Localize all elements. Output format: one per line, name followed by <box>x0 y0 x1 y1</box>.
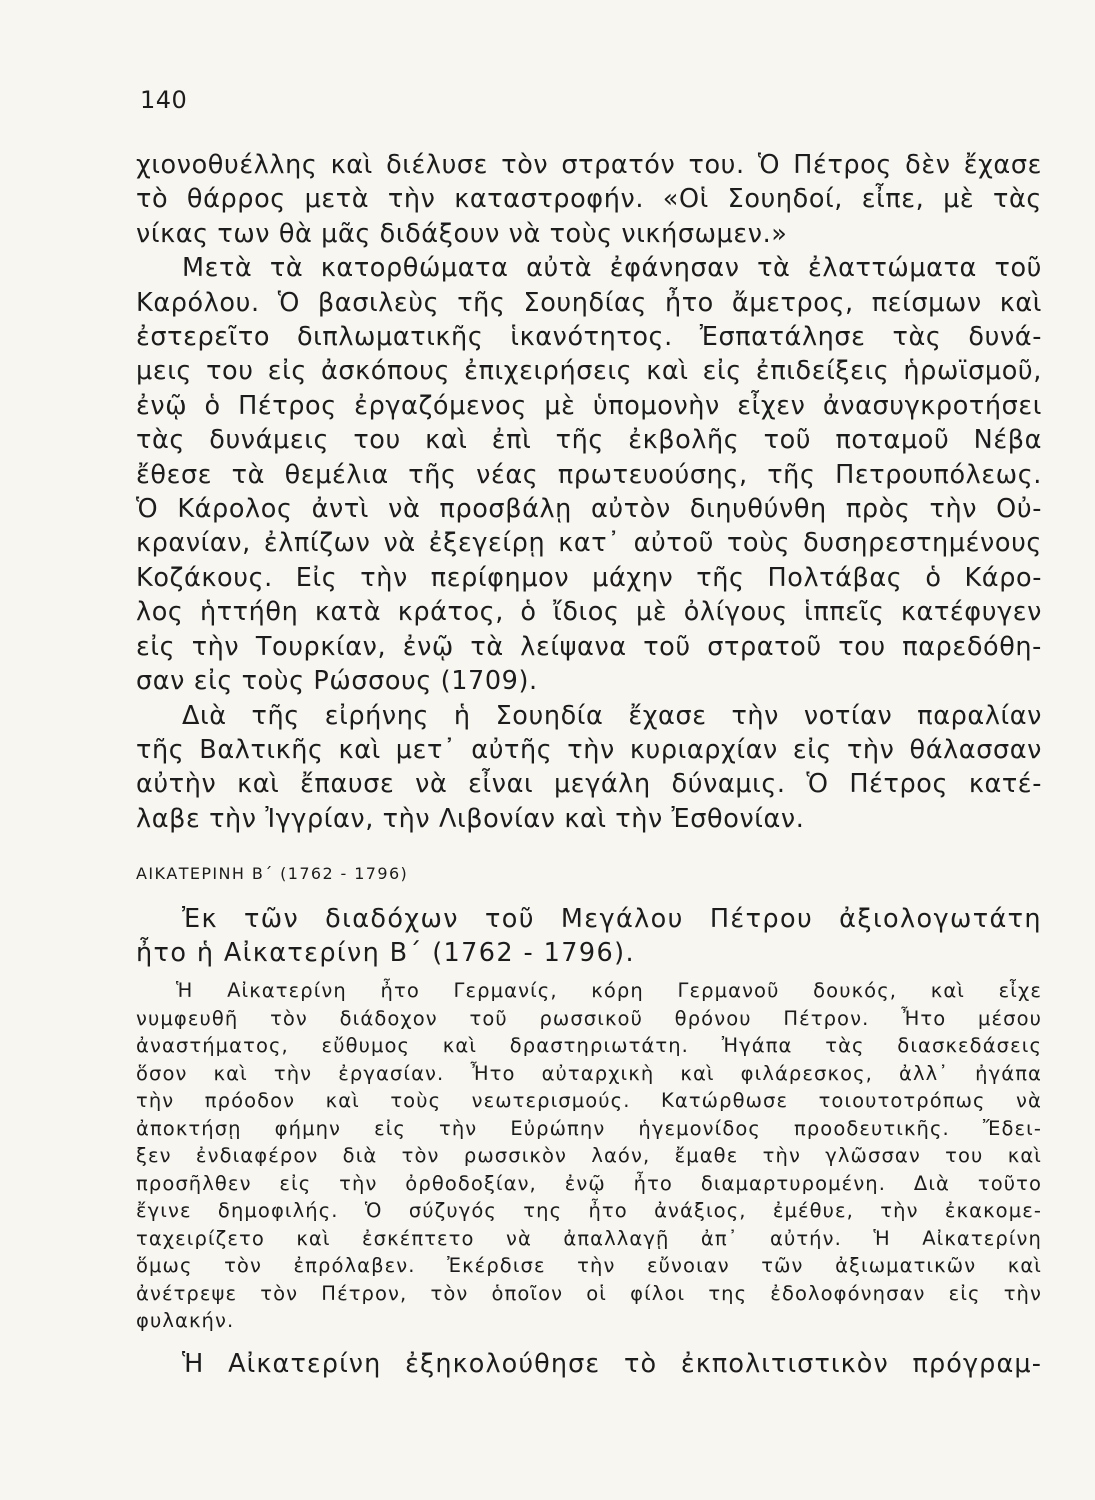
intro-paragraph <box>136 902 1042 971</box>
text-line: χιονοθυέλλης καὶ διέλυσε τὸν στρατόν του. Ὁ Πέτρος δὲν ἔχασε <box>136 150 1042 180</box>
section-heading: ΑΙΚΑΤΕΡΙΝΗ Β΄ (1762 - 1796) <box>136 864 409 883</box>
text-line: σαν εἰς τοὺς Ρώσσους (1709). <box>136 666 538 697</box>
text-line: φυλακήν. <box>136 1309 235 1332</box>
text-line: ἀνέτρεψε τὸν Πέτρον, τὸν ὁποῖον οἱ φίλοι της ἐδολοφόνησαν εἰς τὴν <box>136 1281 1042 1305</box>
text-line: ἐνῷ ὁ Πέτρος ἐργαζόμενος μὲ ὑπομονὴν εἶχεν ἀνασυγκροτήσει <box>136 390 1042 421</box>
text-line: ἔγινε δημοφιλής. Ὁ σύζυγός της ἦτο ἀνάξιος, ἐμέθυε, τὴν ἐκακομε- <box>136 1199 1042 1222</box>
text-line: Μετὰ τὰ κατορθώματα αὐτὰ ἐφάνησαν τὰ ἐλαττώματα τοῦ <box>182 253 1042 284</box>
text-line: Διὰ τῆς εἰρήνης ἡ Σουηδία ἔχασε τὴν νοτίαν παραλίαν <box>182 700 1042 731</box>
text-line: ὅσον καὶ τὴν ἐργασίαν. Ἦτο αὐταρχικὴ καὶ φιλάρεσκος, ἀλλ᾽ ἠγάπα <box>136 1061 1042 1085</box>
text-line: ἦτο ἡ Αἰκατερίνη Β΄ (1762 - 1796). <box>136 938 636 969</box>
text-line: νυμφευθῆ τὸν διάδοχον τοῦ ρωσσικοῦ θρόνου Πέτρον. Ἦτο μέσου <box>136 1006 1042 1030</box>
small-print-paragraph <box>136 977 1042 1335</box>
closing-paragraph <box>136 1347 1042 1381</box>
text-line: τὴν πρόοδον καὶ τοὺς νεωτερισμούς. Κατώρθωσε τοιουτοτρόπως νὰ <box>136 1089 1042 1112</box>
text-line: τὸ θάρρος μετὰ τὴν καταστροφήν. «Οἱ Σουηδοί, εἶπε, μὲ τὰς <box>136 184 1042 215</box>
text-line: λαβε τὴν Ἰγγρίαν, τὴν Λιβονίαν καὶ τὴν Ἐσθονίαν. <box>136 803 805 834</box>
text-line: μεις του εἰς ἀσκόπους ἐπιχειρήσεις καὶ εἰς ἐπιδείξεις ἡρωϊσμοῦ, <box>136 356 1042 387</box>
text-line: Ὁ Κάρολος ἀντὶ νὰ προσβάλῃ αὐτὸν διηυθύνθη πρὸς τὴν Οὐ- <box>136 494 1042 525</box>
text-line: λος ἡττήθη κατὰ κράτος, ὁ ἴδιος μὲ ὀλίγους ἱππεῖς κατέφυγεν <box>136 597 1042 628</box>
text-line: ταχειρίζετο καὶ ἐσκέπτετο νὰ ἀπαλλαγῇ ἀπ᾽ αὐτήν. Ἡ Αἰκατερίνη <box>136 1226 1042 1250</box>
text-line: εἰς τὴν Τουρκίαν, ἐνῷ τὰ λείψανα τοῦ στρατοῦ του παρεδόθη- <box>136 631 1042 662</box>
text-line: ἀποκτήσῃ φήμην εἰς τὴν Εὐρώπην ἡγεμονίδος προοδευτικῆς. Ἔδει- <box>136 1116 1042 1140</box>
text-line: Καρόλου. Ὁ βασιλεὺς τῆς Σουηδίας ἦτο ἄμετρος, πείσμων καὶ <box>136 287 1042 318</box>
text-line: νίκας των θὰ μᾶς διδάξουν νὰ τοὺς νικήσωμεν.» <box>136 218 788 249</box>
text-line: τὰς δυνάμεις του καὶ ἐπὶ τῆς ἐκβολῆς τοῦ ποταμοῦ Νέβα <box>136 425 1042 456</box>
text-line: Ἡ Αἰκατερίνη ἦτο Γερμανίς, κόρη Γερμανοῦ δουκός, καὶ εἶχε <box>176 979 1042 1002</box>
text-line: ἔθεσε τὰ θεμέλια τῆς νέας πρωτευούσης, τῆς Πετρουπόλεως. <box>136 459 1042 490</box>
text-line: Ἡ Αἰκατερίνη ἐξηκολούθησε τὸ ἐκπολιτιστικὸν πρόγραμ- <box>182 1349 1042 1379</box>
text-line: Ἐκ τῶν διαδόχων τοῦ Μεγάλου Πέτρου ἀξιολογωτάτη <box>182 904 1042 934</box>
text-line: ἐστερεῖτο διπλωματικῆς ἱκανότητος. Ἐσπατάλησε τὰς δυνά- <box>136 322 1042 353</box>
page-number: 140 <box>140 86 188 114</box>
text-line: τῆς Βαλτικῆς καὶ μετ᾽ αὐτῆς τὴν κυριαρχίαν εἰς τὴν θάλασσαν <box>136 734 1042 765</box>
text-line: προσῆλθεν εἰς τὴν ὀρθοδοξίαν, ἐνῷ ἦτο διαμαρτυρομένη. Διὰ τοῦτο <box>136 1171 1042 1195</box>
text-line: κρανίαν, ἐλπίζων νὰ ἐξεγείρῃ κατ᾽ αὐτοῦ τοὺς δυσηρεστημένους <box>136 528 1042 559</box>
text-line: αὐτὴν καὶ ἔπαυσε νὰ εἶναι μεγάλη δύναμις. Ὁ Πέτρος κατέ- <box>136 769 1042 800</box>
text-line: ἀναστήματος, εὔθυμος καὶ δραστηριωτάτη. Ἠγάπα τὰς διασκεδάσεις <box>136 1034 1042 1057</box>
text-line: ὅμως τὸν ἐπρόλαβεν. Ἐκέρδισε τὴν εὔνοιαν τῶν ἀξιωματικῶν καὶ <box>136 1254 1042 1277</box>
main-paragraphs <box>136 148 1042 836</box>
text-line: Κοζάκους. Εἰς τὴν περίφημον μάχην τῆς Πολτάβας ὁ Κάρο- <box>136 562 1042 593</box>
text-line: ξεν ἐνδιαφέρον διὰ τὸν ρωσσικὸν λαόν, ἔμαθε τὴν γλῶσσαν του καὶ <box>136 1144 1042 1167</box>
